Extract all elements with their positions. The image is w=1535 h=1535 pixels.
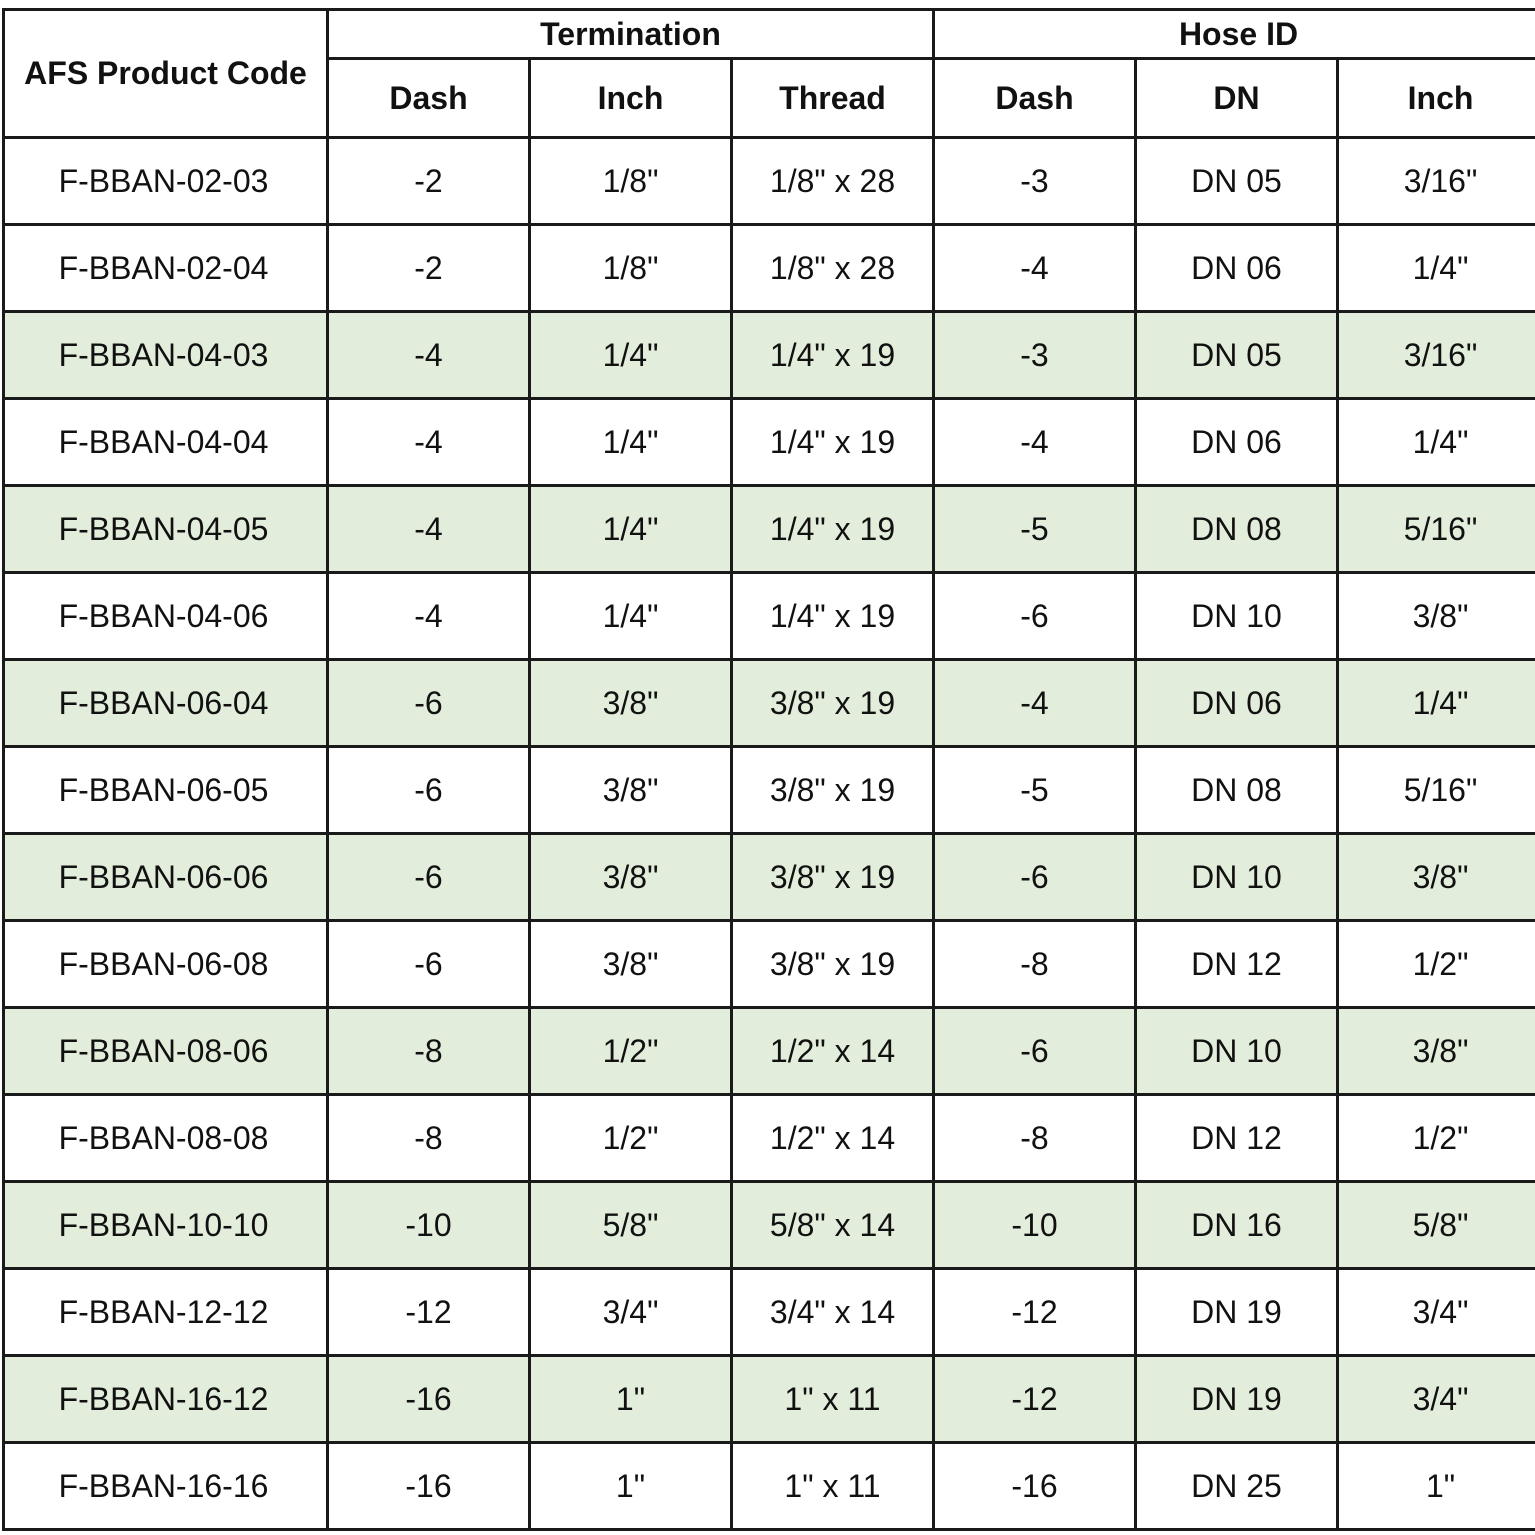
hose-dn-cell: DN 10 — [1136, 834, 1338, 921]
hose-inch-cell: 5/16" — [1338, 747, 1535, 834]
termination-dash-cell: -6 — [328, 834, 530, 921]
termination-thread-cell: 3/4" x 14 — [732, 1269, 934, 1356]
product-spec-table — [2, 8, 1535, 1531]
termination-thread-cell: 1/8" x 28 — [732, 225, 934, 312]
termination-thread-cell: 1/4" x 19 — [732, 399, 934, 486]
hose-dash-cell: -6 — [934, 1008, 1136, 1095]
table-row — [4, 312, 1535, 399]
termination-thread-cell: 3/8" x 19 — [732, 747, 934, 834]
product-code-cell: F-BBAN-04-03 — [4, 312, 328, 399]
product-code-cell: F-BBAN-02-04 — [4, 225, 328, 312]
termination-dash-cell: -4 — [328, 312, 530, 399]
termination-inch-cell: 1" — [530, 1443, 732, 1530]
hose-inch-cell: 3/4" — [1338, 1269, 1535, 1356]
termination-inch-cell: 1/8" — [530, 225, 732, 312]
termination-thread-cell: 3/8" x 19 — [732, 834, 934, 921]
termination-inch-cell: 1/4" — [530, 573, 732, 660]
product-code-cell: F-BBAN-06-06 — [4, 834, 328, 921]
termination-inch-cell: 5/8" — [530, 1182, 732, 1269]
table-row — [4, 921, 1535, 1008]
termination-dash-cell: -4 — [328, 399, 530, 486]
termination-dash-cell: -6 — [328, 921, 530, 1008]
table-row — [4, 399, 1535, 486]
product-code-cell: F-BBAN-08-08 — [4, 1095, 328, 1182]
hose-dn-cell: DN 06 — [1136, 660, 1338, 747]
hose-dash-cell: -4 — [934, 225, 1136, 312]
termination-dash-cell: -16 — [328, 1356, 530, 1443]
hose-inch-cell: 3/8" — [1338, 834, 1535, 921]
hose-dn-cell: DN 08 — [1136, 747, 1338, 834]
hose-dn-cell: DN 25 — [1136, 1443, 1338, 1530]
hose-dash-cell: -3 — [934, 312, 1136, 399]
hose-dn-cell: DN 10 — [1136, 1008, 1338, 1095]
termination-inch-cell: 1" — [530, 1356, 732, 1443]
termination-dash-cell: -16 — [328, 1443, 530, 1530]
product-code-cell: F-BBAN-04-04 — [4, 399, 328, 486]
hose-dash-cell: -8 — [934, 1095, 1136, 1182]
termination-dash-cell: -4 — [328, 573, 530, 660]
table-row — [4, 1443, 1535, 1530]
termination-inch-cell: 1/2" — [530, 1095, 732, 1182]
hose-dn-cell: DN 19 — [1136, 1356, 1338, 1443]
termination-thread-cell: 5/8" x 14 — [732, 1182, 934, 1269]
hose-dn-cell: DN 19 — [1136, 1269, 1338, 1356]
termination-inch-cell: 1/2" — [530, 1008, 732, 1095]
termination-thread-cell: 1/2" x 14 — [732, 1095, 934, 1182]
termination-inch-cell: 3/8" — [530, 834, 732, 921]
product-code-cell: F-BBAN-10-10 — [4, 1182, 328, 1269]
table-row — [4, 1182, 1535, 1269]
table-row — [4, 1008, 1535, 1095]
hose-dn-cell: DN 12 — [1136, 1095, 1338, 1182]
hose-inch-cell: 1/4" — [1338, 399, 1535, 486]
hose-inch-cell: 3/16" — [1338, 138, 1535, 225]
hose-inch-cell: 1/2" — [1338, 921, 1535, 1008]
hose-inch-cell: 1/4" — [1338, 660, 1535, 747]
hose-dash-cell: -12 — [934, 1356, 1136, 1443]
termination-dash-cell: -2 — [328, 225, 530, 312]
hose-dash-cell: -8 — [934, 921, 1136, 1008]
termination-dash-cell: -6 — [328, 747, 530, 834]
termination-inch-cell: 3/8" — [530, 747, 732, 834]
termination-inch-cell: 1/4" — [530, 486, 732, 573]
termination-dash-cell: -2 — [328, 138, 530, 225]
termination-dash-cell: -10 — [328, 1182, 530, 1269]
hose-dash-cell: -10 — [934, 1182, 1136, 1269]
hose-inch-cell: 5/8" — [1338, 1182, 1535, 1269]
product-code-cell: F-BBAN-06-05 — [4, 747, 328, 834]
termination-dash-cell: -8 — [328, 1008, 530, 1095]
table-row — [4, 1269, 1535, 1356]
header-hose-inch: Inch — [1338, 59, 1535, 138]
product-code-cell: F-BBAN-04-06 — [4, 573, 328, 660]
hose-dn-cell: DN 05 — [1136, 312, 1338, 399]
hose-inch-cell: 3/4" — [1338, 1356, 1535, 1443]
table-row — [4, 747, 1535, 834]
termination-thread-cell: 1/8" x 28 — [732, 138, 934, 225]
hose-dash-cell: -4 — [934, 660, 1136, 747]
termination-thread-cell: 1/4" x 19 — [732, 486, 934, 573]
termination-inch-cell: 3/4" — [530, 1269, 732, 1356]
hose-dash-cell: -16 — [934, 1443, 1136, 1530]
hose-inch-cell: 3/8" — [1338, 573, 1535, 660]
hose-dash-cell: -6 — [934, 834, 1136, 921]
hose-dash-cell: -5 — [934, 747, 1136, 834]
header-hose-id: Hose ID — [934, 10, 1535, 59]
termination-inch-cell: 3/8" — [530, 921, 732, 1008]
termination-dash-cell: -4 — [328, 486, 530, 573]
termination-thread-cell: 3/8" x 19 — [732, 921, 934, 1008]
hose-inch-cell: 3/16" — [1338, 312, 1535, 399]
hose-dash-cell: -6 — [934, 573, 1136, 660]
product-code-cell: F-BBAN-12-12 — [4, 1269, 328, 1356]
termination-thread-cell: 1/2" x 14 — [732, 1008, 934, 1095]
termination-inch-cell: 1/8" — [530, 138, 732, 225]
header-termination-inch: Inch — [530, 59, 732, 138]
product-code-cell: F-BBAN-16-12 — [4, 1356, 328, 1443]
table-row — [4, 486, 1535, 573]
product-code-cell: F-BBAN-08-06 — [4, 1008, 328, 1095]
hose-inch-cell: 1/4" — [1338, 225, 1535, 312]
termination-inch-cell: 1/4" — [530, 312, 732, 399]
table-row — [4, 1095, 1535, 1182]
termination-thread-cell: 1/4" x 19 — [732, 312, 934, 399]
termination-inch-cell: 3/8" — [530, 660, 732, 747]
termination-thread-cell: 1" x 11 — [732, 1356, 934, 1443]
product-code-cell: F-BBAN-16-16 — [4, 1443, 328, 1530]
termination-dash-cell: -6 — [328, 660, 530, 747]
product-code-cell: F-BBAN-06-08 — [4, 921, 328, 1008]
hose-dn-cell: DN 10 — [1136, 573, 1338, 660]
product-code-cell: F-BBAN-04-05 — [4, 486, 328, 573]
hose-dn-cell: DN 05 — [1136, 138, 1338, 225]
termination-thread-cell: 1/4" x 19 — [732, 573, 934, 660]
header-termination-dash: Dash — [328, 59, 530, 138]
hose-dash-cell: -5 — [934, 486, 1136, 573]
hose-dn-cell: DN 06 — [1136, 399, 1338, 486]
hose-dn-cell: DN 06 — [1136, 225, 1338, 312]
table-row — [4, 225, 1535, 312]
header-group-row — [4, 10, 1535, 59]
table-row — [4, 138, 1535, 225]
hose-inch-cell: 5/16" — [1338, 486, 1535, 573]
termination-thread-cell: 3/8" x 19 — [732, 660, 934, 747]
product-code-cell: F-BBAN-02-03 — [4, 138, 328, 225]
hose-dash-cell: -3 — [934, 138, 1136, 225]
header-hose-dash: Dash — [934, 59, 1136, 138]
hose-dn-cell: DN 08 — [1136, 486, 1338, 573]
table-row — [4, 660, 1535, 747]
termination-inch-cell: 1/4" — [530, 399, 732, 486]
table-body — [4, 138, 1535, 1530]
table-row — [4, 1356, 1535, 1443]
header-hose-dn: DN — [1136, 59, 1338, 138]
hose-dn-cell: DN 16 — [1136, 1182, 1338, 1269]
table-row — [4, 573, 1535, 660]
header-termination-thread: Thread — [732, 59, 934, 138]
hose-inch-cell: 1" — [1338, 1443, 1535, 1530]
termination-dash-cell: -8 — [328, 1095, 530, 1182]
hose-dash-cell: -12 — [934, 1269, 1136, 1356]
hose-dash-cell: -4 — [934, 399, 1136, 486]
header-termination: Termination — [328, 10, 934, 59]
hose-inch-cell: 1/2" — [1338, 1095, 1535, 1182]
table-row — [4, 834, 1535, 921]
termination-thread-cell: 1" x 11 — [732, 1443, 934, 1530]
hose-dn-cell: DN 12 — [1136, 921, 1338, 1008]
hose-inch-cell: 3/8" — [1338, 1008, 1535, 1095]
product-code-cell: F-BBAN-06-04 — [4, 660, 328, 747]
header-product-code: AFS Product Code — [4, 10, 328, 138]
termination-dash-cell: -12 — [328, 1269, 530, 1356]
